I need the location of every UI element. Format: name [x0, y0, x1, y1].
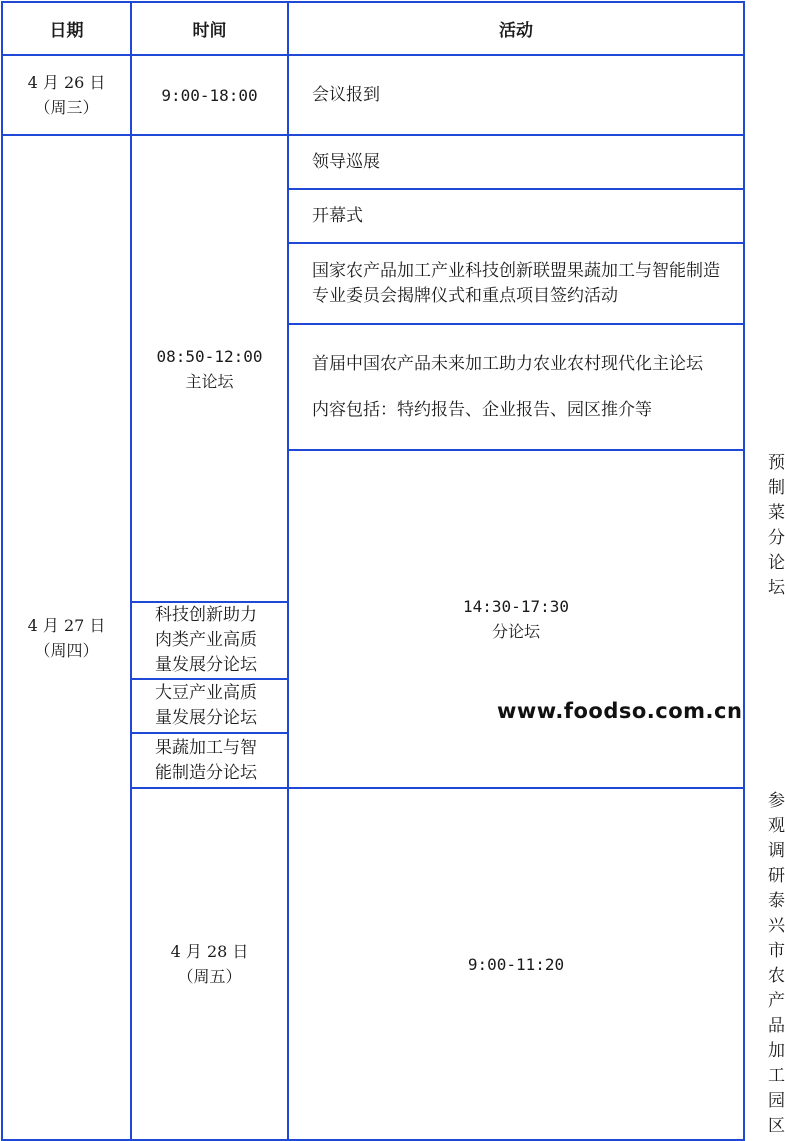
header-row — [2, 2, 744, 55]
time-cell — [131, 135, 288, 602]
table-row: 4 月 28 日 （周五） 9:00-11:20 参观调研泰兴市农产品加工园区 — [2, 788, 744, 1140]
weekday-label: （周三） — [34, 98, 99, 117]
date-label: 4 月 26 日 — [27, 73, 106, 92]
header-activity: 活动 — [288, 2, 744, 55]
watermark: www.foodso.com.cn — [497, 699, 743, 723]
time-label: 9:00-11:20 — [467, 954, 565, 974]
activity-cell: 果蔬加工与智能制造分论坛 — [131, 733, 288, 788]
table-row — [2, 55, 744, 135]
table-row — [2, 135, 744, 189]
activity-cell: 领导巡展 — [288, 135, 744, 189]
weekday-label: （周四） — [34, 640, 99, 660]
activity-cell: 开幕式 — [288, 189, 744, 243]
time-label: 08:50-12:00 — [156, 346, 263, 366]
activity-cell: 国家农产品加工产业科技创新联盟果蔬加工与智能制造专业委员会揭牌仪式和重点项目签约活动 — [288, 243, 744, 324]
time-cell — [288, 788, 744, 1140]
session-name: 分论坛 — [491, 622, 540, 641]
table-row: 14:30-17:30 分论坛 预制菜分论坛 — [2, 450, 744, 602]
activity-note: 内容包括：特约报告、企业报告、园区推介等 — [312, 399, 652, 420]
time-label: 9:00-18:00 — [161, 85, 258, 105]
schedule-table — [1, 1, 785, 1141]
header-date: 日期 — [2, 2, 131, 55]
time-cell — [131, 55, 288, 135]
activity-cell: 大豆产业高质量发展分论坛 — [131, 679, 288, 733]
weekday-label: （周五） — [177, 967, 242, 986]
date-label: 4 月 28 日 — [170, 942, 249, 961]
date-cell — [131, 788, 288, 1140]
activity-title: 首届中国农产品未来加工助力农业农村现代化主论坛 — [312, 353, 703, 374]
date-cell — [2, 135, 131, 1140]
date-cell — [2, 55, 131, 135]
time-cell — [288, 450, 744, 788]
activity-cell: 科技创新助力肉类产业高质量发展分论坛 — [131, 602, 288, 679]
time-label: 14:30-17:30 — [463, 597, 569, 616]
date-label: 4 月 27 日 — [27, 615, 106, 635]
activity-cell — [288, 324, 744, 450]
activity-cell: 会议报到 — [288, 55, 744, 135]
session-name: 主论坛 — [185, 371, 234, 391]
header-time: 时间 — [131, 2, 288, 55]
